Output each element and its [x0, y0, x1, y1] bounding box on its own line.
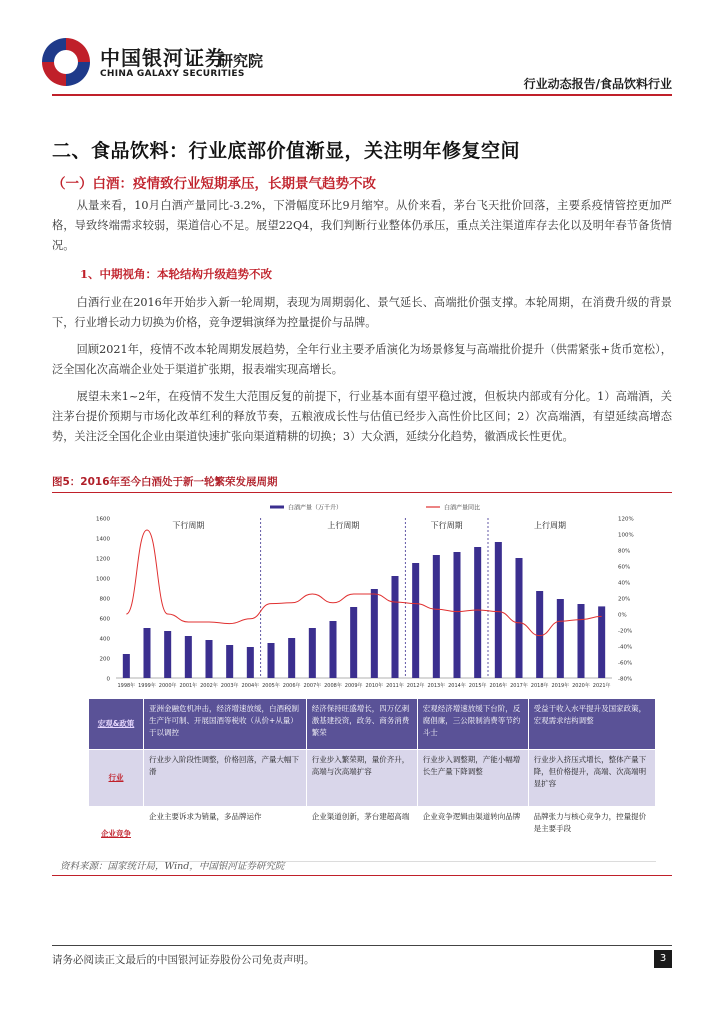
table-cell: 行业步入阶段性调整，价格回落，产量大幅下滑 — [144, 750, 307, 807]
x-tick-label: 2018年 — [530, 683, 549, 689]
bar-production — [164, 631, 171, 678]
table-row — [89, 699, 656, 750]
x-tick-label: 2012年 — [406, 683, 425, 689]
figure-title: 图5：2016年至今白酒处于新一轮繁荣发展周期 — [52, 476, 278, 488]
x-tick-label: 2014年 — [448, 683, 466, 689]
bar-production — [205, 640, 212, 678]
y-left-tick-label: 1000 — [96, 576, 110, 583]
table-cell: 品牌张力与核心竞争力，控量提价是主要手段 — [528, 807, 655, 862]
galaxy-logo-icon — [40, 36, 92, 88]
bar-production — [226, 645, 233, 678]
x-tick-label: 2021年 — [592, 683, 611, 689]
y-right-tick-label: -20% — [618, 628, 633, 635]
x-tick-label: 2015年 — [468, 683, 487, 689]
x-tick-label: 2007年 — [303, 683, 322, 689]
x-tick-label: 2004年 — [241, 683, 260, 689]
x-tick-label: 2001年 — [179, 683, 198, 689]
y-right-tick-label: -60% — [618, 660, 633, 667]
bar-production — [536, 591, 543, 678]
table-cell: 企业主要诉求为销量，多品牌运作 — [144, 807, 307, 862]
x-tick-label: 2013年 — [427, 683, 446, 689]
table-cell: 宏观经济增速放缓下台阶，反腐倡廉，三公限制消费等节约斗士 — [417, 699, 528, 750]
footer-divider — [52, 945, 672, 946]
cycle-table — [88, 698, 656, 862]
table-cell: 企业竞争逻辑由渠道转向品牌 — [417, 807, 528, 862]
bar-production — [577, 604, 584, 678]
phase-label: 下行周期 — [172, 521, 205, 530]
paragraph-2: 白酒行业在2016年开始步入新一轮周期，表现为周期弱化、景气延长、高端批价强支撑。本轮周期，在消费升级的背景下，行业增长动力切换为价格，竞争逻辑演绎为控量提价与品牌。 — [52, 296, 672, 329]
bar-production — [515, 558, 522, 678]
bar-production — [557, 599, 564, 678]
line-yoy-growth — [126, 530, 601, 636]
heading-level3: 1、中期视角：本轮结构升级趋势不改 — [80, 267, 272, 281]
x-tick-label: 2019年 — [551, 683, 570, 689]
bar-production — [267, 643, 274, 678]
bar-production — [309, 628, 316, 678]
bar-production — [123, 654, 130, 678]
table-cell: 亚洲金融危机冲击，经济增速放缓，白酒税制生产许可制、开展国酒等税收（从价+从量）于以调控 — [144, 699, 307, 750]
phase-label: 上行周期 — [534, 521, 566, 530]
bar-production — [329, 621, 336, 678]
bar-production — [288, 638, 295, 678]
x-tick-label: 2020年 — [572, 683, 590, 689]
y-right-tick-label: 120% — [618, 516, 634, 523]
brand-name-en: CHINA GALAXY SECURITIES — [100, 69, 245, 79]
footer-disclaimer: 请务必阅读正文最后的中国银河证券股份公司免责声明。 — [52, 954, 315, 966]
y-right-tick-label: 60% — [618, 564, 631, 571]
bar-production — [247, 647, 254, 678]
y-right-tick-label: -40% — [618, 644, 633, 651]
y-right-tick-label: 0% — [618, 612, 627, 619]
phase-label: 上行周期 — [327, 521, 360, 530]
brand-name-cn: 中国银河证券 — [100, 46, 226, 70]
y-right-tick-label: 100% — [618, 532, 634, 539]
x-tick-label: 1999年 — [138, 683, 156, 689]
x-tick-label: 2017年 — [510, 683, 528, 689]
y-right-tick-label: 20% — [618, 596, 631, 603]
y-left-tick-label: 800 — [99, 596, 110, 603]
legend-label-production: 白酒产量（万千升） — [288, 504, 343, 512]
bar-production — [391, 576, 398, 678]
x-tick-label: 2011年 — [386, 683, 404, 689]
paragraph-3: 回顾2021年，疫情不改本轮周期发展趋势，全年行业主要矛盾演化为场景修复与高端批价提升（供需紧张+货币宽松），泛全国化次高端企业处于渠道扩张期，报表端实现高增长。 — [52, 343, 672, 376]
figure-rule-bottom — [52, 875, 672, 876]
subsection-title: （一）白酒：疫情致行业短期承压，长期景气趋势不改 — [52, 176, 376, 192]
x-tick-label: 2008年 — [324, 683, 342, 689]
bar-production — [474, 547, 481, 678]
table-cell: 经济保持旺盛增长，四万亿刺激基建投资，政务、商务消费繁荣 — [306, 699, 417, 750]
x-tick-label: 2006年 — [282, 683, 301, 689]
paragraph-1: 从量来看，10月白酒产量同比-3.2%，下滑幅度环比9月缩窄。从价来看，茅台飞天批价回落，主要系疫情管控更加严格，导致终端需求较弱，渠道信心不足。展望22Q4，我们判断行业整体仍承压，重点关注渠道库存去化以及明年春节备货情况。 — [52, 199, 672, 252]
row-label: 行业 — [89, 750, 144, 807]
bar-production — [433, 555, 440, 678]
y-right-tick-label: 80% — [618, 548, 631, 555]
paragraph-4: 展望未来1~2年，在疫情不发生大范围反复的前提下，行业基本面有望平稳过渡，但板块内部或有分化。1）高端酒，关注茅台提价预期与市场化改革红利的释放节奏，五粮液成长性与估值已经步入高性价比区间；2）次高端酒，有望延续高增态势，关注泛全国化企业由渠道快速扩张向渠道精耕的切换；3）大众酒，延续分化趋势，徽酒成长性更优。 — [52, 390, 672, 443]
row-label: 宏观&政策 — [89, 699, 144, 750]
y-left-tick-label: 200 — [99, 656, 110, 663]
table-row — [89, 750, 656, 807]
y-right-tick-label: -80% — [618, 676, 633, 683]
source-note: 资料来源：国家统计局，Wind，中国银河证券研究院 — [60, 861, 285, 872]
figure-rule-top — [52, 492, 672, 493]
table-cell: 企业渠道创新，茅台建超高端 — [306, 807, 417, 862]
x-tick-label: 2009年 — [344, 683, 363, 689]
y-left-tick-label: 600 — [99, 616, 110, 623]
legend-label-yoy: 白酒产量同比 — [444, 504, 481, 512]
row-label: 企业竞争 — [89, 807, 144, 862]
table-cell: 行业步入挤压式增长，整体产量下降，但价格提升，高端、次高端明显扩容 — [528, 750, 655, 807]
report-type: 行业动态报告/食品饮料行业 — [523, 77, 672, 91]
y-right-tick-label: 40% — [618, 580, 631, 587]
y-left-tick-label: 1600 — [96, 516, 110, 523]
y-left-tick-label: 400 — [99, 636, 110, 643]
x-tick-label: 2016年 — [489, 683, 508, 689]
production-chart — [52, 496, 672, 694]
page-number: 3 — [654, 950, 672, 968]
institute-label: 研究院 — [218, 52, 264, 70]
bar-production — [598, 606, 605, 678]
header-divider — [52, 94, 672, 96]
section-title: 二、食品饮料：行业底部价值渐显，关注明年修复空间 — [52, 140, 521, 162]
bar-production — [371, 589, 378, 678]
x-tick-label: 1998年 — [117, 683, 136, 689]
bar-production — [495, 542, 502, 678]
x-tick-label: 2002年 — [200, 683, 218, 689]
bar-production — [143, 628, 150, 678]
bar-production — [453, 552, 460, 678]
table-cell: 行业步入调整期，产能小幅增长生产量下降调整 — [417, 750, 528, 807]
y-left-tick-label: 1200 — [96, 556, 110, 563]
x-tick-label: 2000年 — [158, 683, 177, 689]
table-cell: 行业步入繁荣期，量价齐升，高端与次高端扩容 — [306, 750, 417, 807]
bar-production — [185, 636, 192, 678]
y-left-tick-label: 0 — [106, 676, 110, 683]
phase-label: 下行周期 — [430, 521, 463, 530]
table-row — [89, 807, 656, 862]
y-left-tick-label: 1400 — [96, 536, 110, 543]
bar-production — [350, 607, 357, 678]
bar-production — [412, 563, 419, 678]
x-tick-label: 2003年 — [220, 683, 239, 689]
x-tick-label: 2010年 — [365, 683, 384, 689]
table-cell: 受益于收入水平提升及国家政策，宏观需求结构调整 — [528, 699, 655, 750]
x-tick-label: 2005年 — [262, 683, 280, 689]
